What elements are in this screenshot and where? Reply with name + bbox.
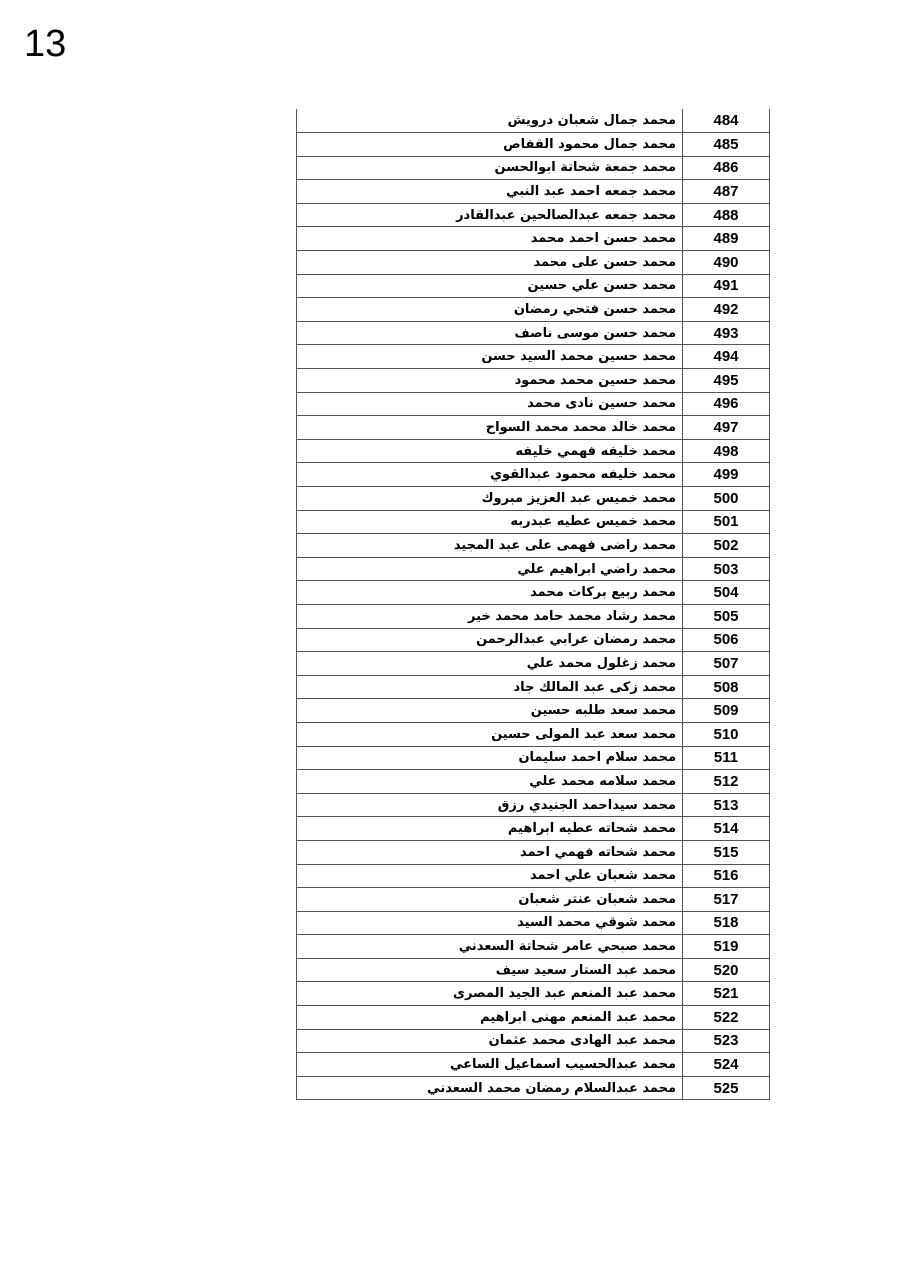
- serial-number-cell: 519: [683, 935, 770, 959]
- table-row: [297, 604, 770, 628]
- table-row: [297, 439, 770, 463]
- person-name-cell: محمد جمعه عبدالصالحين عبدالقادر: [297, 203, 683, 227]
- serial-number-cell: 488: [683, 203, 770, 227]
- person-name-cell: محمد راضي ابراهيم علي: [297, 557, 683, 581]
- person-name-cell: محمد حسين محمد السيد حسن: [297, 345, 683, 369]
- serial-number-cell: 492: [683, 298, 770, 322]
- person-name-cell: محمد جمال شعبان درويش: [297, 109, 683, 133]
- person-name-cell: محمد حسن موسى ناصف: [297, 321, 683, 345]
- serial-number-cell: 504: [683, 581, 770, 605]
- serial-number-cell: 523: [683, 1029, 770, 1053]
- table-row: [297, 793, 770, 817]
- serial-number-cell: 511: [683, 746, 770, 770]
- person-name-cell: محمد عبد المنعم عبد الجيد المصرى: [297, 982, 683, 1006]
- person-name-cell: محمد خالد محمد محمد السواح: [297, 416, 683, 440]
- person-name-cell: محمد خميس عبد العزيز مبروك: [297, 487, 683, 511]
- table-row: [297, 652, 770, 676]
- serial-number-cell: 514: [683, 817, 770, 841]
- table-row: [297, 463, 770, 487]
- serial-number-cell: 515: [683, 840, 770, 864]
- person-name-cell: محمد شوقي محمد السيد: [297, 911, 683, 935]
- person-name-cell: محمد رمضان عرابي عبدالرحمن: [297, 628, 683, 652]
- table-row: [297, 274, 770, 298]
- table-row: [297, 156, 770, 180]
- serial-number-cell: 525: [683, 1076, 770, 1100]
- person-name-cell: محمد شعبان عنتر شعبان: [297, 888, 683, 912]
- person-name-cell: محمد شحاته فهمي احمد: [297, 840, 683, 864]
- table-row: [297, 416, 770, 440]
- person-name-cell: محمد حسين محمد محمود: [297, 369, 683, 393]
- person-name-cell: محمد خليفه محمود عبدالقوي: [297, 463, 683, 487]
- table-row: [297, 510, 770, 534]
- table-row: [297, 982, 770, 1006]
- table-row: [297, 251, 770, 275]
- person-name-cell: محمد سيداحمد الجنيدي رزق: [297, 793, 683, 817]
- person-name-cell: محمد عبد الستار سعيد سيف: [297, 958, 683, 982]
- table-row: [297, 557, 770, 581]
- table-row: [297, 911, 770, 935]
- person-name-cell: محمد سلام احمد سليمان: [297, 746, 683, 770]
- serial-number-cell: 494: [683, 345, 770, 369]
- table-row: [297, 369, 770, 393]
- table-row: [297, 298, 770, 322]
- person-name-cell: محمد جمعه احمد عبد النبي: [297, 180, 683, 204]
- table-row: [297, 180, 770, 204]
- serial-number-cell: 496: [683, 392, 770, 416]
- table-row: [297, 1076, 770, 1100]
- serial-number-cell: 524: [683, 1053, 770, 1077]
- table-row: [297, 888, 770, 912]
- person-name-cell: محمد جمال محمود القفاص: [297, 133, 683, 157]
- person-name-cell: محمد سلامه محمد علي: [297, 770, 683, 794]
- person-name-cell: محمد عبدالسلام رمضان محمد السعدني: [297, 1076, 683, 1100]
- person-name-cell: محمد سعد عبد المولى حسين: [297, 722, 683, 746]
- person-name-cell: محمد جمعة شحاتة ابوالحسن: [297, 156, 683, 180]
- person-name-cell: محمد صبحي عامر شحاتة السعدني: [297, 935, 683, 959]
- table-row: [297, 203, 770, 227]
- person-name-cell: محمد خميس عطيه عبدربه: [297, 510, 683, 534]
- serial-number-cell: 498: [683, 439, 770, 463]
- serial-number-cell: 501: [683, 510, 770, 534]
- serial-number-cell: 507: [683, 652, 770, 676]
- table-row: [297, 1029, 770, 1053]
- serial-number-cell: 517: [683, 888, 770, 912]
- person-name-cell: محمد راضى فهمى على عبد المجيد: [297, 534, 683, 558]
- person-name-cell: محمد شحاته عطيه ابراهيم: [297, 817, 683, 841]
- serial-number-cell: 508: [683, 675, 770, 699]
- serial-number-cell: 509: [683, 699, 770, 723]
- serial-number-cell: 491: [683, 274, 770, 298]
- person-name-cell: محمد عبد الهادى محمد عثمان: [297, 1029, 683, 1053]
- serial-number-cell: 487: [683, 180, 770, 204]
- table-row: [297, 864, 770, 888]
- person-name-cell: محمد زكى عبد المالك جاد: [297, 675, 683, 699]
- table-row: [297, 1053, 770, 1077]
- table-row: [297, 746, 770, 770]
- table-row: [297, 321, 770, 345]
- serial-number-cell: 490: [683, 251, 770, 275]
- person-name-cell: محمد شعبان علي احمد: [297, 864, 683, 888]
- table-row: [297, 487, 770, 511]
- table-row: [297, 675, 770, 699]
- table-row: [297, 628, 770, 652]
- person-name-cell: محمد عبدالحسيب اسماعيل الساعي: [297, 1053, 683, 1077]
- table-row: [297, 534, 770, 558]
- table-row: [297, 581, 770, 605]
- table-row: [297, 958, 770, 982]
- table-row: [297, 817, 770, 841]
- person-name-cell: محمد عبد المنعم مهنى ابراهيم: [297, 1006, 683, 1030]
- table-row: [297, 1006, 770, 1030]
- table-row: [297, 935, 770, 959]
- serial-number-cell: 502: [683, 534, 770, 558]
- serial-number-cell: 499: [683, 463, 770, 487]
- table-row: [297, 840, 770, 864]
- person-name-cell: محمد حسين نادى محمد: [297, 392, 683, 416]
- person-name-cell: محمد رشاد محمد حامد محمد خير: [297, 604, 683, 628]
- serial-number-cell: 500: [683, 487, 770, 511]
- serial-number-cell: 520: [683, 958, 770, 982]
- table-row: [297, 227, 770, 251]
- person-name-cell: محمد حسن فتحي رمضان: [297, 298, 683, 322]
- table-row: [297, 133, 770, 157]
- names-table-body: [297, 109, 770, 1100]
- table-row: [297, 699, 770, 723]
- table-row: [297, 770, 770, 794]
- person-name-cell: محمد ربيع بركات محمد: [297, 581, 683, 605]
- names-table: [296, 109, 770, 1100]
- serial-number-cell: 512: [683, 770, 770, 794]
- page-number: 13: [24, 23, 67, 65]
- serial-number-cell: 521: [683, 982, 770, 1006]
- serial-number-cell: 486: [683, 156, 770, 180]
- table-row: [297, 345, 770, 369]
- serial-number-cell: 503: [683, 557, 770, 581]
- table-row: [297, 722, 770, 746]
- serial-number-cell: 495: [683, 369, 770, 393]
- person-name-cell: محمد زغلول محمد علي: [297, 652, 683, 676]
- serial-number-cell: 497: [683, 416, 770, 440]
- person-name-cell: محمد خليفه فهمي خليفه: [297, 439, 683, 463]
- table-row: [297, 392, 770, 416]
- person-name-cell: محمد حسن على محمد: [297, 251, 683, 275]
- serial-number-cell: 510: [683, 722, 770, 746]
- serial-number-cell: 518: [683, 911, 770, 935]
- serial-number-cell: 516: [683, 864, 770, 888]
- person-name-cell: محمد سعد طلبه حسين: [297, 699, 683, 723]
- person-name-cell: محمد حسن احمد محمد: [297, 227, 683, 251]
- serial-number-cell: 513: [683, 793, 770, 817]
- serial-number-cell: 522: [683, 1006, 770, 1030]
- serial-number-cell: 505: [683, 604, 770, 628]
- serial-number-cell: 493: [683, 321, 770, 345]
- table-row: [297, 109, 770, 133]
- serial-number-cell: 489: [683, 227, 770, 251]
- serial-number-cell: 506: [683, 628, 770, 652]
- person-name-cell: محمد حسن علي حسين: [297, 274, 683, 298]
- serial-number-cell: 485: [683, 133, 770, 157]
- serial-number-cell: 484: [683, 109, 770, 133]
